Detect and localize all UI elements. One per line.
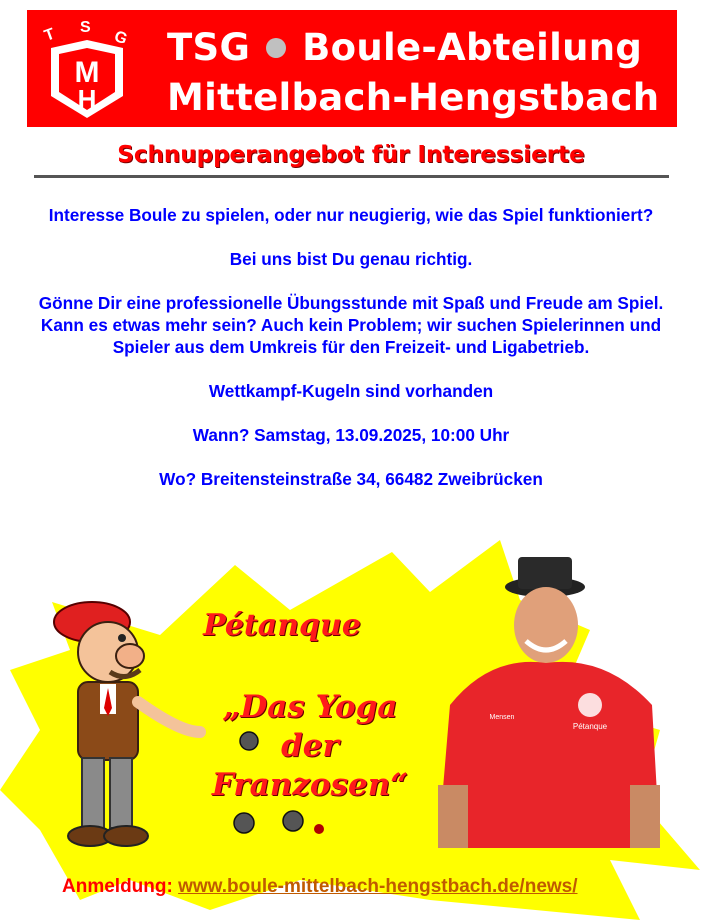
right-place-paragraph: Bei uns bist Du genau richtig.	[229, 249, 473, 269]
where-paragraph: Wo? Breitensteinstraße 34, 66482 Zweibrücken	[159, 469, 543, 489]
intro-paragraph: Interesse Boule zu spielen, oder nur neugierig, wie das Spiel funktioniert?	[48, 205, 654, 225]
shirt-logo-text: Pétanque	[572, 722, 608, 731]
logo-letter-m: M	[74, 56, 100, 89]
when-paragraph: Wann? Samstag, 13.09.2025, 10:00 Uhr	[192, 425, 510, 445]
tsg-logo	[37, 18, 137, 122]
petanque-title: Pétanque	[203, 608, 361, 643]
body-text	[35, 204, 667, 512]
registration-label: Anmeldung:	[62, 876, 173, 897]
slogan	[180, 688, 440, 805]
logo-letter-h: H	[77, 84, 97, 114]
slogan-line2: der	[281, 728, 339, 764]
bullet-dot-icon	[266, 38, 286, 58]
header-department: Boule-Abteilung	[302, 26, 643, 69]
registration-link[interactable]: www.boule-mittelbach-hengstbach.de/news/	[178, 876, 578, 897]
slogan-line1: „Das Yoga	[222, 689, 398, 725]
slogan-line3: Franzosen“	[211, 767, 409, 803]
header-club: TSG	[167, 26, 251, 69]
equipment-paragraph: Wettkampf-Kugeln sind vorhanden	[208, 381, 494, 401]
header-title-line1	[167, 26, 642, 69]
logo-letter-s: S	[80, 19, 91, 36]
registration	[62, 876, 578, 898]
header-banner	[27, 10, 677, 127]
shirt-name-text: Mensen	[489, 714, 515, 721]
logo-letter-g: G	[111, 28, 130, 49]
header-title-line2: Mittelbach-Hengstbach	[167, 76, 660, 119]
divider	[34, 175, 669, 178]
offer-paragraph: Gönne Dir eine professionelle Übungsstunde mit Spaß und Freude am Spiel. Kann es etwas mehr sein? Auch kein Problem; wir suchen Spielerinnen und Spieler aus dem Umkreis für den Freizeit- und Ligabetrieb.	[38, 293, 664, 357]
logo-letter-t: T	[42, 25, 58, 45]
offer-heading: Schnupperangebot für Interessierte	[117, 142, 585, 168]
player-photo	[430, 555, 668, 848]
